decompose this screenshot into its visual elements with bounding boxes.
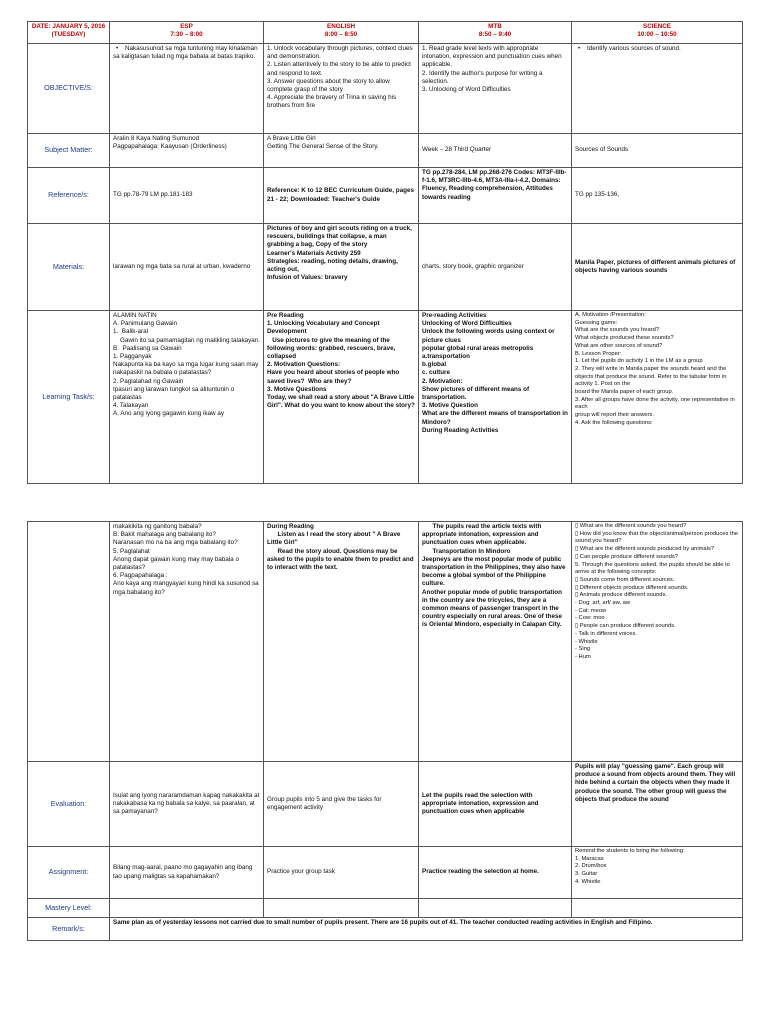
mtb-learning-tasks-continued: The pupils read the article texts with appropriate intonation, expression and punctuation cues when applicable. Transportation In Mindoro Jeepneys are the most popular mode of public transportation in the Philippines, they also have become a global symbol of the Philippine culture. Another popular mode of public transportation in the country are the tricycles, they are a common means of passenger transport in the country especially on rural areas. One of these is Oriental Mindoro, especially in Calapan City.	[419, 522, 572, 762]
esp-evaluation: Isulat ang iyong nararamdaman kapag nakakakita at nakakabasa ka ng babala sa kalye, sa paaralan, at sa pamayanan?	[110, 762, 264, 847]
mtb-subject-matter: Week – 28 Third Quarter	[419, 134, 572, 168]
esp-objective: • Nakasusunod sa mga tuntuning may kinalaman sa kaligtasan tulad ng mga babala at batas trapiko.	[110, 44, 264, 134]
objectives-row	[28, 44, 743, 134]
science-references: TG pp 135-136,	[572, 168, 743, 224]
evaluation-label: Evaluation:	[28, 762, 110, 847]
english-references: Reference: K to 12 BEC Curriculum Guide, pages 21 - 22; Downloaded: Teacher's Guide	[264, 168, 419, 224]
mtb-evaluation: Let the pupils read the selection with appropriate intonation, expression and punctuation cues when applicable	[419, 762, 572, 847]
esp-references: TG pp.78-79 LM pp.181-183	[110, 168, 264, 224]
remarks-label: Remark/s:	[28, 918, 110, 941]
science-assignment: Remind the students to bring the following: 1. Maracas 2. Drum/box 3. Guitar 4. Whistle	[572, 847, 743, 899]
mastery-row	[28, 899, 743, 918]
english-header: ENGLISH 8:00 – 8:50	[264, 22, 419, 44]
esp-learning-tasks-continued: makakikita ng ganitong babala? B. Bakit mahalaga ang babalang ito? Naranasan mo na ba ang mga babalang ito? 5. Paglalahat Anong dapat gawain kung may may babala o patalastas? 6. Pagpapahalaga : Ano kaya ang mangyayari kung hindi ka susunod sa mga babalang ito?	[110, 522, 264, 762]
english-evaluation: Group pupils into 5 and give the tasks for engagement activity	[264, 762, 419, 847]
science-materials: Manila Paper, pictures of different animals pictures of objects having various sounds	[572, 224, 743, 311]
mtb-objectives: 1. Read grade level texts with appropriate intonation, expression and punctuation cues when applicable. 2. Identify the author's purpose for writing a selection. 3. Unlocking of Word Difficulties	[419, 44, 572, 134]
subject-matter-row	[28, 134, 743, 168]
mtb-mastery	[419, 899, 572, 918]
remarks-text: Same plan as of yesterday lessons not carried due to small number of pupils present. There are 16 pupils out of 41. The teacher conducted reading activities in English and Filipino.	[110, 918, 743, 941]
science-evaluation: Pupils will play "guessing game". Each group will produce a sound from objects around them. They will hide behind a curtain the objects when they made it produce the sound. The other group will guess the objects that produce the sound	[572, 762, 743, 847]
esp-subject-matter: Aralin 8 Kaya Nating Sumunod Pagpapahalaga: Kaayusan (Orderliness)	[110, 134, 264, 168]
science-subject-matter: Sources of Sounds	[572, 134, 743, 168]
english-learning-tasks: Pre Reading 1. Unlocking Vocabulary and Concept Development Use pictures to give the meaning of the following words: grabbed, rescuers, brave, collapsed 2. Motivation Questions: Have you heard about stories of people who saved lives? Who are they? 3. Motive Questions Today, we shall read a story about "A Brave Little Girl". What do you want to know about the story?	[264, 311, 419, 484]
english-objectives: 1. Unlock vocabulary through pictures, context clues and demonstration. 2. Listen attentively to the story to be able to predict and respond to text. 3. Answer questions about the story to allow complete grasp of the story 4. Appreciate the bravery of Trina in saving his brothers from fire	[264, 44, 419, 134]
assignment-label: Assignment:	[28, 847, 110, 899]
mtb-header: MTB 8:50 – 9:40	[419, 22, 572, 44]
evaluation-row	[28, 762, 743, 847]
mastery-label: Mastery Level:	[28, 899, 110, 918]
english-mastery	[264, 899, 419, 918]
lesson-plan-table-page1	[27, 21, 743, 484]
lesson-plan-table-page2	[27, 521, 743, 941]
assignment-row	[28, 847, 743, 899]
esp-mastery	[110, 899, 264, 918]
remarks-row	[28, 918, 743, 941]
english-subject-matter: A Brave Little Girl Getting The General Sense of the Story.	[264, 134, 419, 168]
english-materials: Pictures of boy and girl scouts riding on a truck, rescuers, buildings that collapse, a man grabbing a bag, Copy of the story Learner's Materials Activity 259 Strategies: reading, noting details, drawing, acting out, Infusion of Values: bravery	[264, 224, 419, 311]
esp-assignment: Bilang mag-aaral, paano mo gagayahin ang ibang tao upang maligtas sa kapahamakan?	[110, 847, 264, 899]
mtb-materials: charts, story book, graphic organizer	[419, 224, 572, 311]
references-row	[28, 168, 743, 224]
learning-tasks-continued-row	[28, 522, 743, 762]
science-learning-tasks: A. Motivation /Presentation: Guessing game: What are the sounds you heard? What objects produced these sounds? What are other sources of sound? B. Lesson Proper: 1. Let the pupils do activity 1 in the LM as a group 2. They will write in Manila paper the sounds heard and the objects that produce the sound. Refer to the tabular form in activity 1. Post on the board the Manila paper of each group. 3. After all groups have done the activity, one representative in each group will report their answers. 4. Ask the following questions:	[572, 311, 743, 484]
learning-tasks-continued-label	[28, 522, 110, 762]
references-label: Reference/s:	[28, 168, 110, 224]
mtb-assignment: Practice reading the selection at home.	[419, 847, 572, 899]
mtb-references: TG pp.278-284, LM pp.268-276 Codes: MT3F-IIIb-f-1.6, MT3RC-IIIb-4.6, MT3A-IIIa-i-4.2, Domains: Fluency, Reading comprehension, Attitudes towards reading	[419, 168, 572, 224]
esp-header: ESP 7:30 – 8:00	[110, 22, 264, 44]
science-mastery	[572, 899, 743, 918]
mtb-learning-tasks: Pre-reading Activities Unlocking of Word Difficulties Unlock the following words using context or picture clues popular global rural areas metropolis a.transportation b.global c. culture 2. Motivation: Show pictures of different means of transportation. 3. Motive Question What are the different means of transportation in Mindoro? During Reading Activities	[419, 311, 572, 484]
header-row	[28, 22, 743, 44]
objectives-label: OBJECTIVE/S:	[28, 44, 110, 134]
learning-tasks-row	[28, 311, 743, 484]
science-header: SCIENCE 10:00 – 10:50	[572, 22, 743, 44]
science-objective: • Identify various sources of sound.	[572, 44, 743, 134]
date-header: DATE: JANUARY 5, 2016 (TUESDAY)	[28, 22, 110, 44]
english-assignment: Practice your group task	[264, 847, 419, 899]
materials-label: Materials:	[28, 224, 110, 311]
english-learning-tasks-continued: During Reading Listen as I read the story about " A Brave Little Girl" Read the story aloud. Questions may be asked to the pupils to enable them to predict and to interact with the text.	[264, 522, 419, 762]
learning-tasks-label: Learning Task/s:	[28, 311, 110, 484]
materials-row	[28, 224, 743, 311]
esp-materials: larawan ng mga bata sa rural at urban, kwaderno	[110, 224, 264, 311]
subject-matter-label: Subject Matter:	[28, 134, 110, 168]
esp-learning-tasks: ALAMIN NATIN A. Panimulang Gawain 1. Balik-aral Gawin ito sa pamamagitan ng malikling talakayan. B. Paalisang sa Gawain 1. Pagganyak Nakapunta ka ba kayo sa mga lugar kung saan may nakapaskil na babala o patalastas? 2. Paglalahad ng Gawain Ipasuri ang larawan tungkol sa alituntunin o patalastas 4. Talakayan A. Ano ang iyong gagawin kung ikaw ay	[110, 311, 264, 484]
science-learning-tasks-continued: ▯ What are the different sounds you heard? ▯ How did you know that the object/animal/person produces the sound you heard? ▯ What are the different sounds produced by animals? ▯ Can people produce different sounds? 5. Through the questions asked, the pupils should be able to arrive at the following concepts: ▯ Sounds come from different sources. ▯ Different objects produce different sounds. ▯ Animals produce different sounds. - Dog: arf, arf/ aw, aw - Cat: meow - Cow: moo ▯ People can produce different sounds. - Talk in different voices. - Whistle - Sing - Hum	[572, 522, 743, 762]
